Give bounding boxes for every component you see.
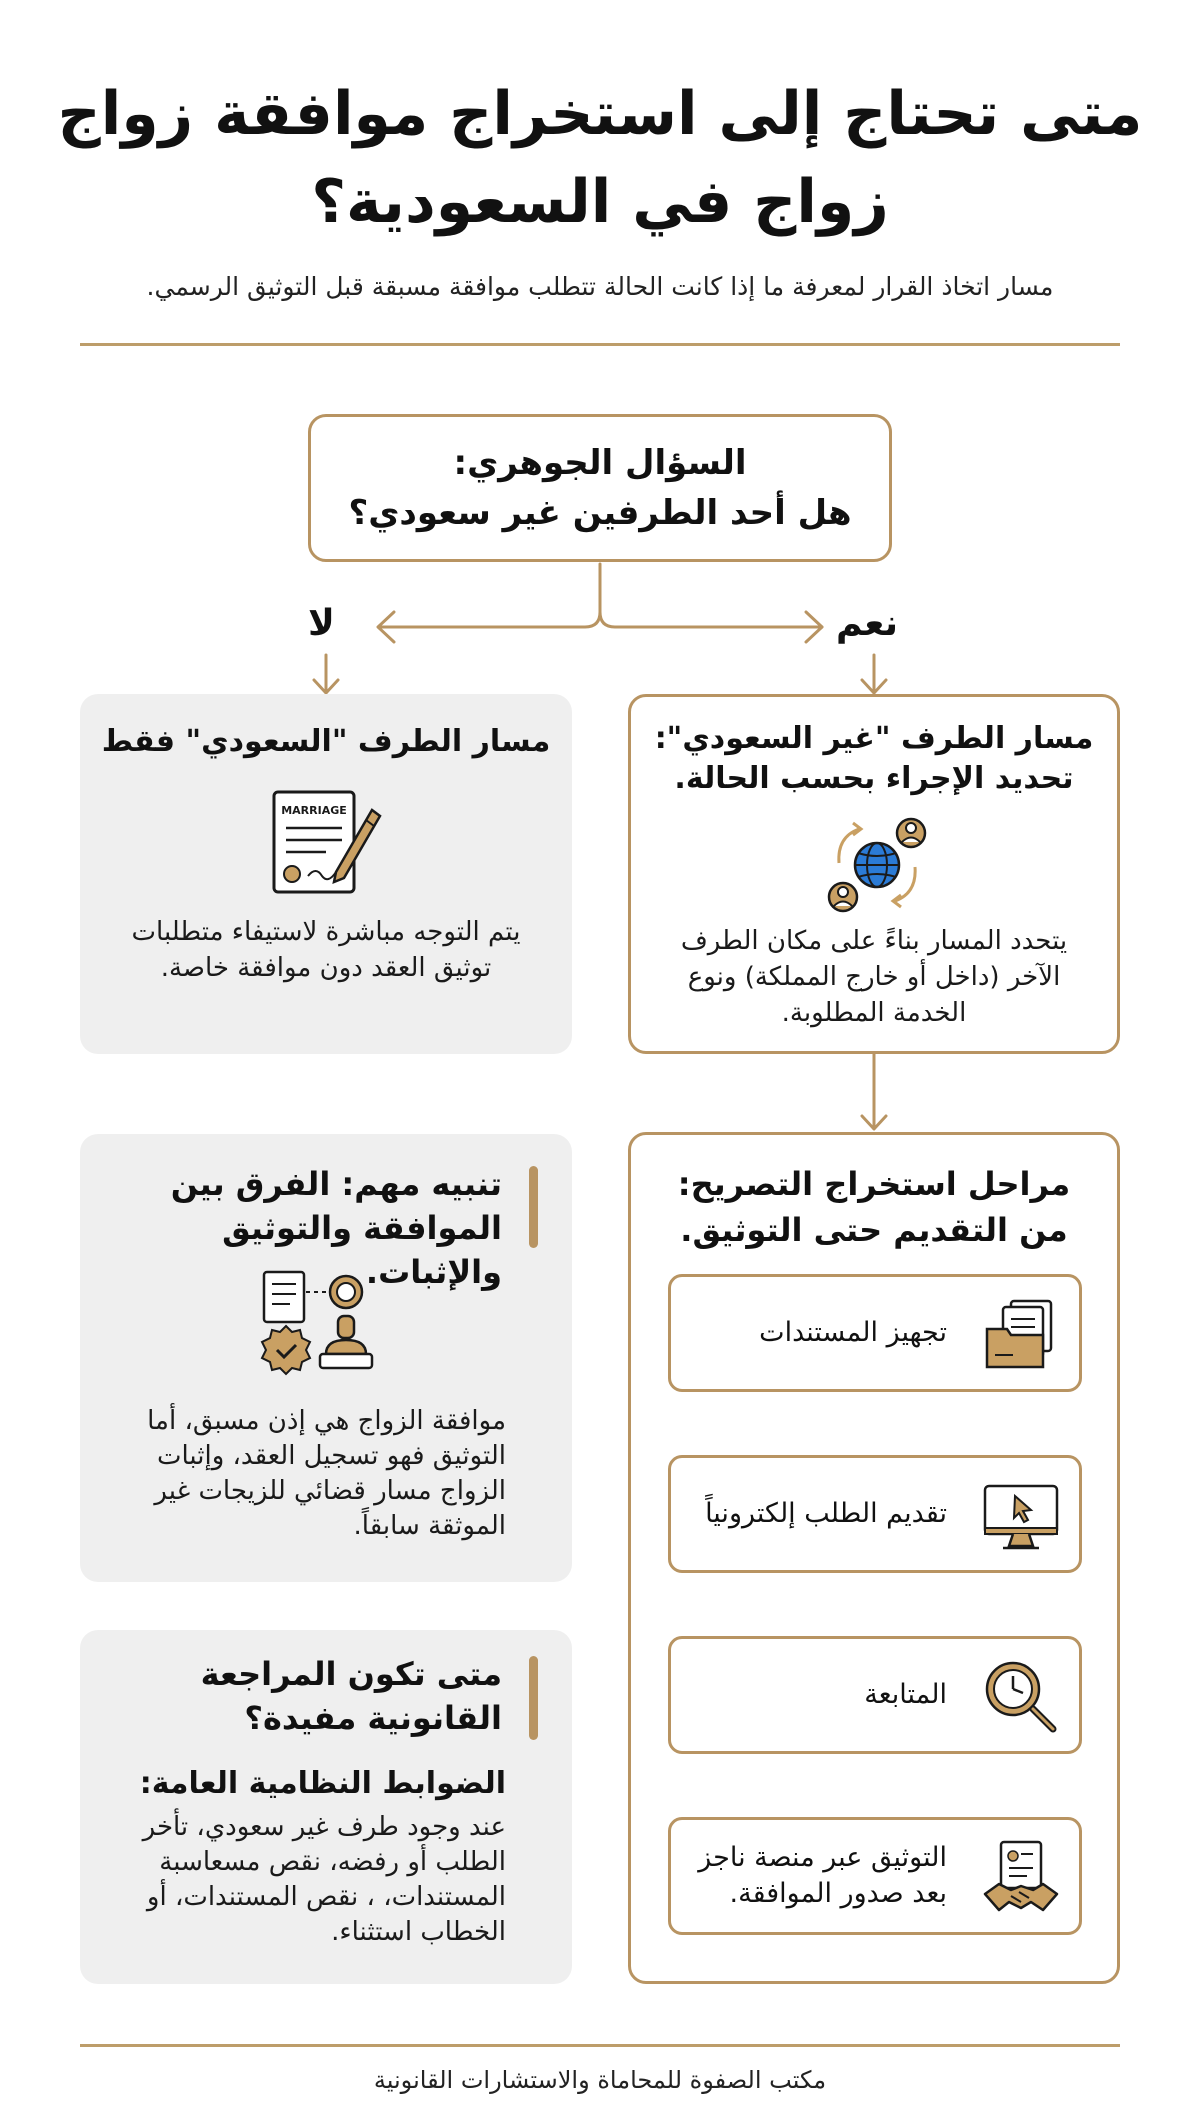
notice-accent-bar <box>529 1166 538 1248</box>
question-label: السؤال الجوهري: <box>453 443 747 483</box>
notice-card <box>80 1134 572 1582</box>
step-prepare-documents <box>668 1274 1082 1392</box>
non-saudi-title-line-2: تحديد الإجراء بحسب الحالة. <box>674 761 1074 796</box>
document-stamp-icon <box>260 1268 384 1380</box>
title-line-1: متى تحتاج إلى استخراج موافقة زواج <box>57 79 1143 149</box>
step-label: تجهيز المستندات <box>759 1317 947 1348</box>
legal-review-accent-bar <box>529 1656 538 1740</box>
step-najiz-documentation <box>668 1817 1082 1935</box>
notice-title-line-1: تنبيه مهم: الفرق بين <box>170 1165 502 1203</box>
step-label: تقديم الطلب إلكترونياً <box>705 1498 947 1529</box>
notice-body: موافقة الزواج هي إذن مسبق، أما التوثيق فهو تسجيل العقد، وإثبات الزواج مسار قضائي للزيجات غير الموثقة سابقاً. <box>147 1406 506 1541</box>
documents-folder-icon <box>981 1295 1061 1375</box>
legal-review-subtitle: الضوابط النظامية العامة: <box>139 1766 506 1801</box>
monitor-cursor-icon <box>981 1476 1061 1556</box>
question-text: هل أحد الطرفين غير سعودي؟ <box>348 493 852 533</box>
globe-people-icon <box>819 813 935 917</box>
non-saudi-title-line-1: مسار الطرف "غير السعودي": <box>654 721 1094 756</box>
step-label: التوثيق عبر منصة ناجز بعد صدور الموافقة. <box>698 1842 947 1909</box>
step-submit-online <box>668 1455 1082 1573</box>
footer-text: مكتب الصفوة للمحاماة والاستشارات القانونية <box>373 2066 827 2094</box>
legal-review-body: عند وجود طرف غير سعودي، تأخر الطلب أو رفضه، نقص مسعاسبة المستندات، ، نقص المستندات، أو الخطاب استثناء. <box>142 1812 506 1947</box>
handshake-document-icon <box>981 1838 1061 1918</box>
legal-review-title-line-2: القانونية مفيدة؟ <box>244 1699 502 1737</box>
central-question-box <box>308 414 892 562</box>
title-line-2: زواج في السعودية؟ <box>311 167 889 237</box>
stages-title <box>641 1161 1107 1253</box>
saudi-path-card <box>80 694 572 1054</box>
branch-no-label: لا <box>308 603 335 644</box>
saudi-title: مسار الطرف "السعودي" فقط <box>101 724 551 759</box>
marriage-document-label: MARRIAGE <box>281 804 347 817</box>
stages-title-line-2: من التقديم حتى التوثيق. <box>680 1211 1068 1249</box>
legal-review-title <box>100 1652 502 1740</box>
page-subtitle: مسار اتخاذ القرار لمعرفة ما إذا كانت الحالة تتطلب موافقة مسبقة قبل التوثيق الرسمي. <box>146 272 1054 301</box>
stages-title-line-1: مراحل استخراج التصريح: <box>677 1165 1071 1203</box>
footer-divider <box>80 2044 1120 2047</box>
step-label: المتابعة <box>864 1679 947 1710</box>
saudi-body: يتم التوجه مباشرة لاستيفاء متطلبات توثيق العقد دون موافقة خاصة. <box>131 917 521 983</box>
non-saudi-body: يتحدد المسار بناءً على مكان الطرف الآخر (داخل أو خارج المملكة) ونوع الخدمة المطلوبة. <box>680 926 1068 1028</box>
non-saudi-title <box>641 719 1107 799</box>
step-follow-up <box>668 1636 1082 1754</box>
non-saudi-path-card <box>628 694 1120 1054</box>
legal-review-card <box>80 1630 572 1984</box>
notice-title-line-2: الموافقة والتوثيق والإثبات. <box>222 1209 502 1291</box>
branch-yes-label: نعم <box>836 603 899 644</box>
clock-search-icon <box>981 1657 1061 1737</box>
legal-review-title-line-1: متى تكون المراجعة <box>200 1655 502 1693</box>
marriage-document-icon <box>266 786 386 898</box>
